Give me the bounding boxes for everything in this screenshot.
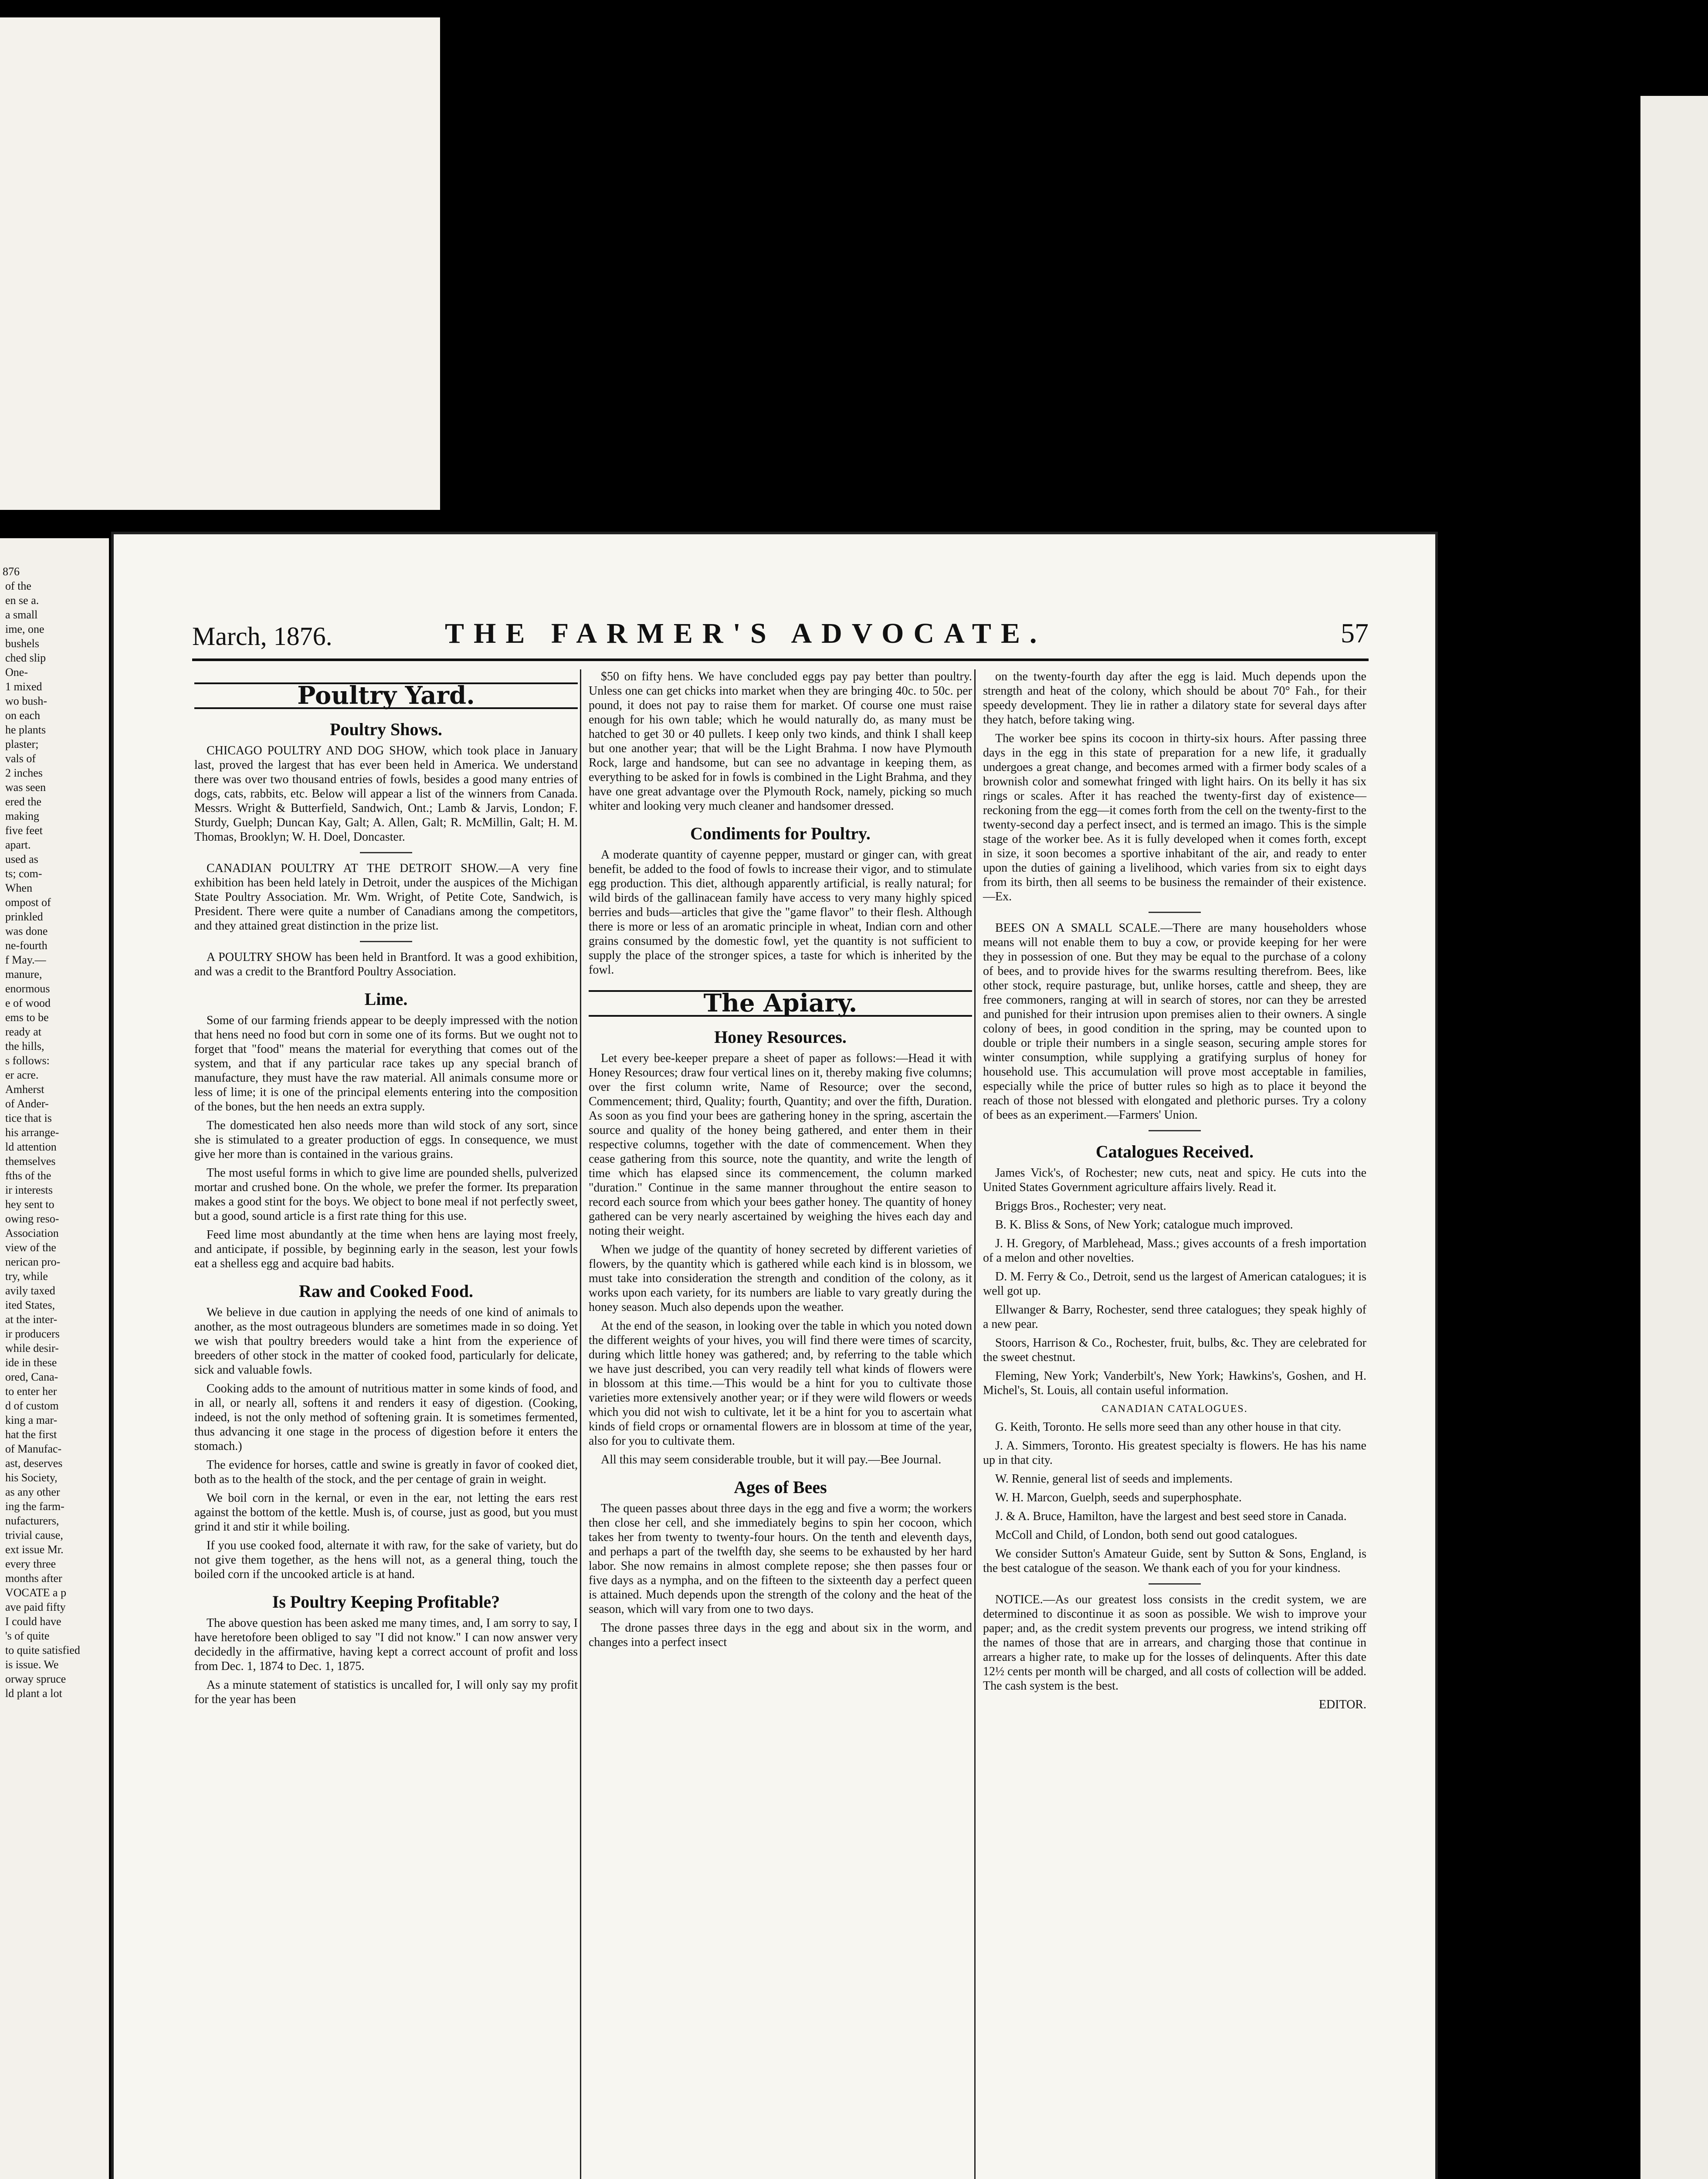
section-divider bbox=[1149, 1583, 1201, 1585]
left-page-line: fths of the bbox=[5, 1169, 51, 1182]
left-page-line: nerican pro- bbox=[5, 1256, 61, 1268]
left-page-line: ompost of bbox=[5, 896, 51, 909]
left-page-line: a small bbox=[5, 608, 38, 621]
left-page-line: manure, bbox=[5, 968, 42, 981]
article-paragraph: Briggs Bros., Rochester; very neat. bbox=[995, 1199, 1166, 1213]
article-paragraph: At the end of the season, in looking over the table in which you noted down the different weights of your hives, you will find there were times of scarcity, during which little honey was gathered; and, by referring to the table which we have just described, you can very readily tell what kinds of flowers were in blossom at this time.—This would be a hint for you to cultivate those varieties more extensively another year; or if they were wild flowers or weeds which you did not wish to cultivate, let it be a hint for you to ascertain what kinds of field crops or ornamental flowers are in blossom at time of the year, also for you to cultivate them. bbox=[589, 1319, 972, 1448]
subheading: CANADIAN CATALOGUES. bbox=[1101, 1403, 1248, 1415]
left-page-line: ime, one bbox=[5, 623, 44, 635]
signature: EDITOR. bbox=[1318, 1698, 1366, 1711]
department-heading: The Apiary. bbox=[589, 990, 972, 1017]
section-divider bbox=[1149, 1130, 1201, 1131]
article-heading: Raw and Cooked Food. bbox=[298, 1281, 474, 1301]
article-heading: Is Poultry Keeping Profitable? bbox=[272, 1592, 500, 1612]
left-page-line: ems to be bbox=[5, 1011, 49, 1024]
article-paragraph: The evidence for horses, cattle and swine is greatly in favor of cooked diet, both as to the health of the stock, and the per centage of grain in weight. bbox=[194, 1458, 578, 1486]
column-2 bbox=[589, 669, 972, 1654]
article-paragraph: B. K. Bliss & Sons, of New York; catalogue much improved. bbox=[995, 1218, 1293, 1232]
article-paragraph: $50 on fifty hens. We have concluded eggs pay pay better than poultry. Unless one can get chicks into market when they are bringing 40c. to 50c. per pound, it does not pay to raise them for market. Of course one must raise enough for his own table; which he would naturally do, as many must be hatched to get 30 or 40 pullets. I keep only two kinds, and think I shall keep but one another year; that will be the Light Brahma. I now have Plymouth Rock, large and handsome, but can see no advantage in keeping them, as everything to be asked for in fowls is combined in the Light Brahma, and they have one great advantage over the Plymouth Rock, namely, picking so much whiter and looking very much cleaner and handsomer dressed. bbox=[589, 670, 972, 813]
section-divider bbox=[360, 852, 412, 853]
page-edge-right bbox=[1640, 96, 1708, 2179]
left-page-fragment bbox=[0, 538, 109, 2179]
article-paragraph: The queen passes about three days in the egg and five a worm; the workers then close her cell, and she immediately begins to spin her cocoon, which takes her from twenty to twenty-four hours. On the tenth and eleventh days, and perhaps a part of the twelfth day, she seems to be exhausted by her hard labor. She now remains in almost complete repose; she then passes four or five days as a nympha, and on the fifteen to the sixteenth day a perfect queen is attained. Much depends upon the strength of the colony and the heat of the season, which will vary from one to two days. bbox=[589, 1502, 972, 1616]
article-paragraph: G. Keith, Toronto. He sells more seed than any other house in that city. bbox=[995, 1420, 1342, 1434]
left-page-line: plaster; bbox=[5, 738, 39, 750]
article-paragraph: As a minute statement of statistics is uncalled for, I will only say my profit for the year has been bbox=[194, 1678, 578, 1706]
left-page-line: 1 mixed bbox=[5, 680, 42, 693]
article-paragraph: W. Rennie, general list of seeds and implements. bbox=[995, 1472, 1233, 1486]
article-paragraph: J. H. Gregory, of Marblehead, Mass.; gives accounts of a fresh importation of a melon and other novelties. bbox=[983, 1237, 1366, 1265]
left-page-line: is issue. We bbox=[5, 1658, 59, 1671]
article-heading: Lime. bbox=[364, 989, 408, 1009]
left-page-line: he plants bbox=[5, 723, 46, 736]
left-page-line: I could have bbox=[5, 1615, 61, 1628]
article-paragraph: We boil corn in the kernal, or even in the ear, not letting the ears rest against the bottom of the kettle. Mush is, of course, just as good, but you must grind it and stir it while boiling. bbox=[194, 1491, 578, 1534]
article-heading: Catalogues Received. bbox=[1095, 1142, 1254, 1161]
article-paragraph: Let every bee-keeper prepare a sheet of paper as follows:—Head it with Honey Resources; draw four vertical lines on it, thereby making five columns; over the first column write, Name of Resource; over the second, Commencement; third, Quality; fourth, Quantity; and over the fifth, Duration. As soon as you find your bees are gathering honey in the spring, ascertain the source and quality of the honey being gathered, and enter them in their respective columns, together with the date of commencement. When they cease gathering from this source, note the quantity, and write the length of time which has elapsed since its commencement, the column marked "duration." Continue in the same manner throughout the entire season to record each source from which your bees gather honey. The quantity of honey gathered can be very nearly ascertained by weighing the hives each day and noting their weight. bbox=[589, 1052, 972, 1238]
article-paragraph: Some of our farming friends appear to be deeply impressed with the notion that hens need no food but corn in some one of its forms. But we ought not to forget that "food" means the material for everything that comes out of the system, and that if any particular race takes up any special branch of manufacture, they must have the raw material. All animals consume more or less of lime; it is one of the principal elements entering into the composition of the bones, but the hen needs an extra supply. bbox=[194, 1014, 578, 1113]
left-page-line: while desir- bbox=[5, 1342, 59, 1354]
newspaper-page bbox=[111, 532, 1438, 2179]
left-page-line: Association bbox=[5, 1227, 59, 1239]
left-page-line: of Ander- bbox=[5, 1097, 49, 1110]
section-divider bbox=[360, 941, 412, 942]
left-page-line: ready at bbox=[5, 1025, 42, 1038]
left-page-line: 2 inches bbox=[5, 767, 43, 779]
left-page-line: at the inter- bbox=[5, 1313, 58, 1326]
article-heading: Honey Resources. bbox=[714, 1027, 847, 1047]
column-3 bbox=[983, 669, 1366, 1712]
left-page-line: ext issue Mr. bbox=[5, 1543, 64, 1556]
left-page-line: e of wood bbox=[5, 997, 51, 1009]
article-paragraph: The drone passes three days in the egg and about six in the worm, and changes into a perfect insect bbox=[589, 1621, 972, 1649]
left-page-line: bushels bbox=[5, 637, 39, 650]
article-paragraph: If you use cooked food, alternate it with raw, for the sake of variety, but do not give them together, as the hens will not, as a general thing, touch the boiled corn if the uncooked article is at hand. bbox=[194, 1539, 578, 1581]
left-page-line: enormous bbox=[5, 982, 50, 995]
left-page-text bbox=[0, 579, 109, 1700]
left-page-line: ited States, bbox=[5, 1299, 55, 1311]
left-page-line: wo bush- bbox=[5, 695, 47, 707]
article-paragraph: Cooking adds to the amount of nutritious matter in some kinds of food, and in all, or nearly all, softens it and renders it easy of digestion. (Cooking, indeed, is not the only method of softening grain. It is sometimes fermented, thus advancing it one stage in the process of digestion before it enters the stomach.) bbox=[194, 1382, 578, 1453]
left-page-line: ast, deserves bbox=[5, 1457, 63, 1470]
issue-date: March, 1876. bbox=[192, 622, 332, 651]
left-page-line: apart. bbox=[5, 838, 31, 851]
article-paragraph: We consider Sutton's Amateur Guide, sent by Sutton & Sons, England, is the best catalogue of the season. We thank each of you for your kindness. bbox=[983, 1547, 1366, 1575]
left-page-line: ts; com- bbox=[5, 867, 42, 880]
left-page-line: trivial cause, bbox=[5, 1529, 63, 1541]
left-page-line: ered the bbox=[5, 795, 42, 808]
left-page-line: owing reso- bbox=[5, 1212, 59, 1225]
left-page-line: en se a. bbox=[5, 594, 39, 607]
article-paragraph: NOTICE.—As our greatest loss consists in the credit system, we are determined to discontinue it as soon as possible. We wish to improve your paper; and, as the credit system prevents our progress, we intend striking off the names of those that are in arrears, and charging those that continue in arrears a higher rate, to make up for the losses of delinquents. After this date 12½ cents per month will be charged, and all costs of collection will be added. The cash system is the best. bbox=[983, 1593, 1366, 1693]
left-page-line: er acre. bbox=[5, 1069, 39, 1081]
article-paragraph: Stoors, Harrison & Co., Rochester, fruit, bulbs, &c. They are celebrated for the sweet chestnut. bbox=[983, 1336, 1366, 1364]
article-paragraph: A moderate quantity of cayenne pepper, mustard or ginger can, with great benefit, be added to the food of fowls to increase their vigor, and to stimulate egg production. This diet, although apparently artificial, is really natural; for wild birds of the gallinacean family have access to very many highly spiced berries and buds—articles that give the "game flavor" to their flesh. Although there is more or less of an aromatic principle in wheat, Indian corn and other grains consumed by the domestic fowl, yet the quantity is not sufficient to supply the place of the stronger spices, a taste for which is inherited by the fowl. bbox=[589, 848, 972, 977]
left-page-line: to quite satisfied bbox=[5, 1644, 80, 1656]
left-page-line: was done bbox=[5, 925, 48, 937]
left-page-line: vals of bbox=[5, 752, 36, 765]
left-page-line: nufacturers, bbox=[5, 1514, 59, 1527]
left-page-line: hat the first bbox=[5, 1428, 57, 1441]
left-page-line: Amherst bbox=[5, 1083, 44, 1096]
left-page-line: his arrange- bbox=[5, 1126, 59, 1139]
article-heading: Ages of Bees bbox=[734, 1477, 827, 1497]
left-page-line: ir producers bbox=[5, 1327, 60, 1340]
left-page-line: ched slip bbox=[5, 652, 46, 664]
left-page-line: hey sent to bbox=[5, 1198, 54, 1211]
article-paragraph: Ellwanger & Barry, Rochester, send three catalogues; they speak highly of a new pear. bbox=[983, 1303, 1366, 1331]
article-paragraph: Feed lime most abundantly at the time when hens are laying most freely, and anticipate, if possible, by beginning early in the season, lest your fowls eat a shelless egg and acquire bad habits. bbox=[194, 1228, 578, 1270]
left-page-line: tice that is bbox=[5, 1112, 52, 1124]
left-page-line: every three bbox=[5, 1558, 56, 1570]
left-page-line: When bbox=[5, 882, 33, 894]
article-paragraph: All this may seem considerable trouble, but it will pay.—Bee Journal. bbox=[601, 1453, 942, 1466]
left-page-line: as any other bbox=[5, 1486, 60, 1498]
article-paragraph: W. H. Marcon, Guelph, seeds and superphosphate. bbox=[995, 1491, 1242, 1504]
left-page-line: ir interests bbox=[5, 1184, 53, 1196]
article-paragraph: The worker bee spins its cocoon in thirty-six hours. After passing three days in the egg in this state of preparation for a new life, it gradually undergoes a great change, and becomes armed with a firmer body scales of a brownish color and somewhat fringed with light hairs. On its belly it has six rings or scales. After it has reached the twenty-first day of existence—reckoning from the egg—it comes forth from the cell on the twenty-first to the twenty-second day a perfect insect, and is termed an imago. This is the simple stage of the worker bee. As it is fully developed when it comes forth, except in size, it soon becomes a sportive inhabitant of the air, and ready to enter upon the duties of gaining a livelihood, which varies from six to eight days from its birth, then all seems to be business the remainder of their existence.—Ex. bbox=[983, 732, 1366, 903]
article-paragraph: BEES ON A SMALL SCALE.—There are many householders whose means will not enable them to buy a cow, or provide keeping for her were they in possession of one. But they may be equal to the purchase of a colony of bees, and to provide hives for the swarms resulting therefrom. Bees, like other stock, require pasturage, but, unlike horses, cattle and sheep, they are free commoners, ranging at will in search of stores, nor can they be arrested and punished for their intrusion upon premises alien to their owners. A single colony of bees, in good condition in the spring, may be counted upon to double or triple their numbers in a single season, securing ample stores for winter consumption, while supplying a gratifying surplus of honey for household use. This accumulation will prove most acceptable in families, especially while the price of butter rules so high as to place it beyond the reach of those not blessed with elongated and plethoric purses. Try a colony of bees as an experiment.—Farmers' Union. bbox=[983, 921, 1366, 1122]
left-page-line: view of the bbox=[5, 1241, 56, 1254]
left-page-line: try, while bbox=[5, 1270, 48, 1283]
left-page-line: One- bbox=[5, 666, 28, 679]
left-page-line: d of custom bbox=[5, 1399, 59, 1412]
left-page-line: ored, Cana- bbox=[5, 1371, 58, 1383]
left-page-line: ld attention bbox=[5, 1140, 57, 1153]
article-paragraph: The most useful forms in which to give lime are pounded shells, pulverized mortar and crushed bone. On the whole, we prefer the former. Its preparation makes a good stint for the boys. We object to bone meal if not perfectly sweet, but a good, sound article is a first rate thing for this use. bbox=[194, 1166, 578, 1223]
left-page-line: avily taxed bbox=[5, 1284, 55, 1297]
header-rule bbox=[192, 658, 1369, 661]
left-page-line: was seen bbox=[5, 781, 46, 794]
article-paragraph: The domesticated hen also needs more than wild stock of any sort, since she is stimulated to a greater production of eggs. In consequence, we must give her more than is contained in the various grains. bbox=[194, 1119, 578, 1161]
left-page-line: used as bbox=[5, 853, 38, 865]
left-page-line: his Society, bbox=[5, 1471, 58, 1484]
left-page-line: orway spruce bbox=[5, 1673, 66, 1685]
left-page-line: five feet bbox=[5, 824, 43, 837]
article-paragraph: D. M. Ferry & Co., Detroit, send us the largest of American catalogues; it is well got up. bbox=[983, 1270, 1366, 1298]
left-page-line: f May.— bbox=[5, 954, 46, 966]
left-page-line: VOCATE a p bbox=[5, 1586, 67, 1599]
masthead-title: THE FARMER'S ADVOCATE. bbox=[445, 618, 1047, 649]
article-paragraph: CHICAGO POULTRY AND DOG SHOW, which took place in January last, proved the largest that has ever been held in America. We understand there was over two thousand entries of fowls, besides a good many entries of dogs, cats, rabbits, etc. Below will appear a list of the winners from Canada. Messrs. Wright & Butterfield, Sandwich, Ont.; Lamb & Jarvis, London; F. Sturdy, Guelph; Duncan Kay, Galt; A. Allen, Galt; R. McMillin, Galt; H. M. Thomas, Brooklyn; W. H. Doel, Doncaster. bbox=[194, 744, 578, 844]
left-page-line: months after bbox=[5, 1572, 62, 1585]
left-page-line: king a mar- bbox=[5, 1414, 58, 1426]
article-paragraph: J. A. Simmers, Toronto. His greatest specialty is flowers. He has his name up in that city. bbox=[983, 1439, 1366, 1467]
column-divider bbox=[974, 669, 976, 2179]
left-page-line: the hills, bbox=[5, 1040, 44, 1052]
adjacent-page-top bbox=[0, 17, 440, 510]
article-heading: Poultry Shows. bbox=[330, 720, 442, 739]
article-paragraph: CANADIAN POULTRY AT THE DETROIT SHOW.—A very fine exhibition has been held lately in Detroit, under the auspices of the Michigan State Poultry Association. Mr. Wm. Wright, of Petite Cote, Sandwich, is President. There were quite a number of Canadians among the competitors, and they attained great distinction in the prize list. bbox=[194, 862, 578, 933]
left-page-number: 876 bbox=[3, 565, 20, 578]
left-page-line: ide in these bbox=[5, 1356, 57, 1369]
left-page-line: ld plant a lot bbox=[5, 1687, 62, 1700]
left-page-line: ing the farm- bbox=[5, 1500, 64, 1513]
left-page-line: prinkled bbox=[5, 910, 43, 923]
page-number: 57 bbox=[1341, 618, 1369, 648]
left-page-line: themselves bbox=[5, 1155, 56, 1168]
department-heading: Poultry Yard. bbox=[194, 682, 578, 709]
section-divider bbox=[1149, 912, 1201, 913]
article-paragraph: We believe in due caution in applying the needs of one kind of animals to another, as the most outrageous blunders are sometimes made in so doing. Yet we wish that poultry breeders would take a hint from the experience of breeders of other stock in the matter of cooked food, particularly for delicate, sick and valuable fowls. bbox=[194, 1306, 578, 1377]
left-page-line: on each bbox=[5, 709, 41, 722]
article-paragraph: The above question has been asked me many times, and, I am sorry to say, I have heretofore been obliged to say "I did not know." I can now answer very decidedly in the affirmative, having kept a correct account of profit and loss from Dec. 1, 1874 to Dec. 1, 1875. bbox=[194, 1616, 578, 1673]
column-divider bbox=[580, 669, 581, 2179]
left-page-line: ne-fourth bbox=[5, 939, 47, 952]
article-paragraph: When we judge of the quantity of honey secreted by different varieties of flowers, by the quantity which is gathered while each kind is in blossom, we must take into consideration the strength and condition of the colony, as it works upon each variety, for its numbers are liable to vary greatly during the honey season. Much also depends upon the weather. bbox=[589, 1243, 972, 1314]
article-paragraph: A POULTRY SHOW has been held in Brantford. It was a good exhibition, and was a credit to the Brantford Poultry Association. bbox=[194, 950, 578, 978]
article-heading: Condiments for Poultry. bbox=[690, 824, 871, 843]
article-paragraph: on the twenty-fourth day after the egg is laid. Much depends upon the strength and heat of the colony, which should be about 70° Fah., for their speedy development. They lie in rather a dilatory state for several days after they hatch, before taking wing. bbox=[983, 670, 1366, 726]
left-page-line: making bbox=[5, 810, 39, 822]
left-page-line: s follows: bbox=[5, 1054, 50, 1067]
page-header bbox=[192, 617, 1369, 656]
left-page-line: to enter her bbox=[5, 1385, 57, 1398]
left-page-line: of the bbox=[5, 580, 31, 592]
article-paragraph: James Vick's, of Rochester; new cuts, neat and spicy. He cuts into the United States Government agriculture affairs lively. Read it. bbox=[983, 1166, 1366, 1194]
article-paragraph: Fleming, New York; Vanderbilt's, New York; Hawkins's, Goshen, and H. Michel's, St. Louis, all contain useful information. bbox=[983, 1369, 1366, 1397]
column-1 bbox=[194, 669, 578, 1711]
left-page-line: ave paid fifty bbox=[5, 1601, 66, 1613]
left-page-line: of Manufac- bbox=[5, 1442, 62, 1455]
left-page-line: 's of quite bbox=[5, 1629, 50, 1642]
article-paragraph: J. & A. Bruce, Hamilton, have the largest and best seed store in Canada. bbox=[995, 1510, 1347, 1523]
article-paragraph: McColl and Child, of London, both send out good catalogues. bbox=[995, 1528, 1298, 1542]
